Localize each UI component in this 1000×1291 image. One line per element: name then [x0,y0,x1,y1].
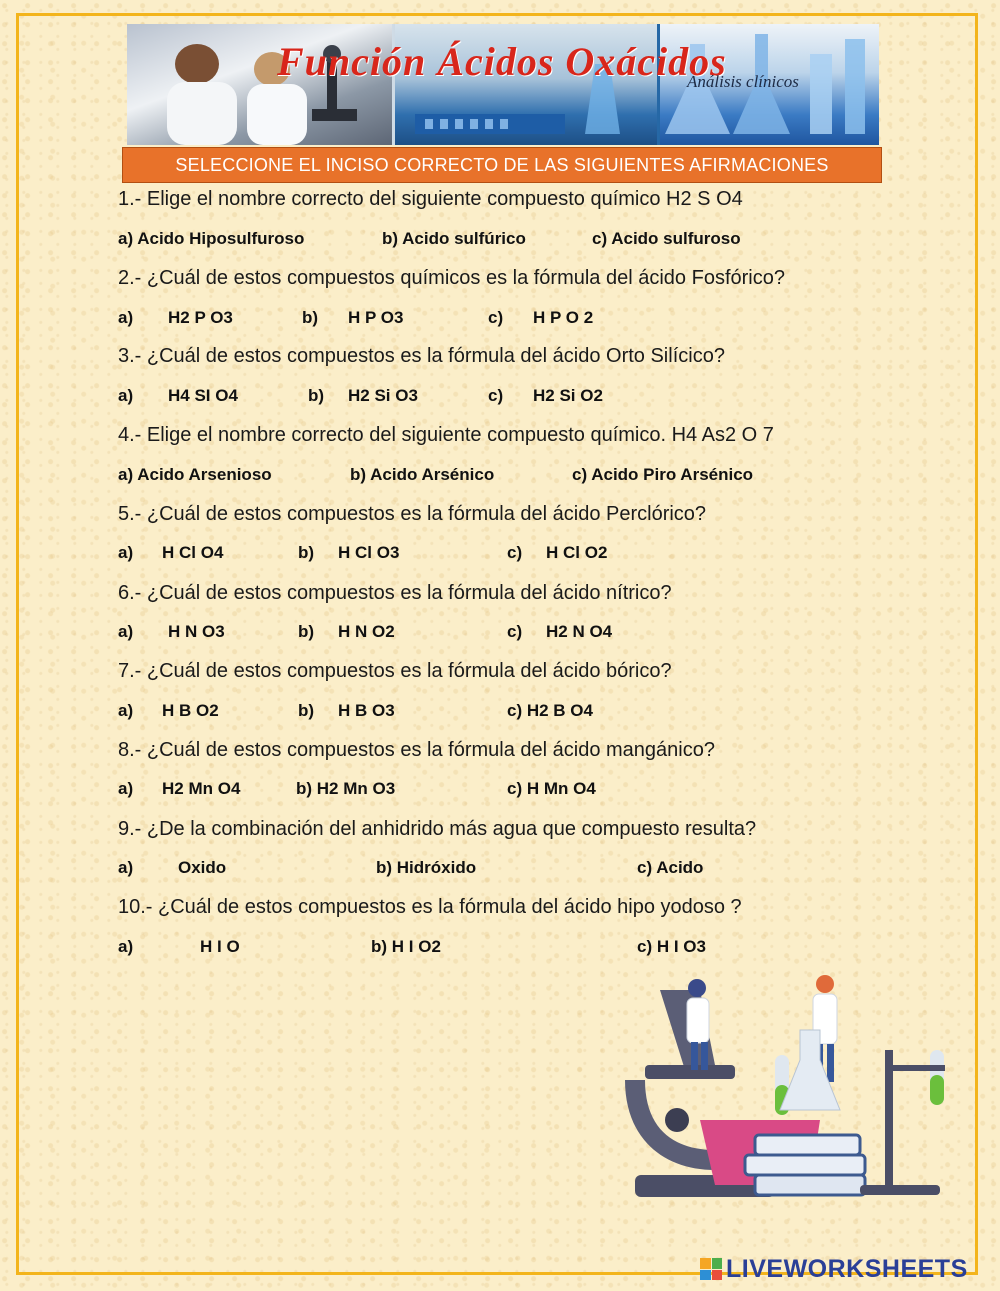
q3-option-c[interactable]: H2 Si O2 [533,386,603,405]
q9-label-a: a) [118,858,134,877]
q6-option-b[interactable]: H N O2 [338,622,395,641]
q2-label-a: a) [118,308,134,327]
q8-option-c[interactable]: c) H Mn O4 [507,779,596,798]
q2-option-c[interactable]: H P O 2 [533,308,594,327]
question-10: 10.- ¿Cuál de estos compuestos es la fórmula del ácido hipo yodoso ? [118,896,742,918]
q7-option-c[interactable]: c) H2 B O4 [507,701,593,720]
question-8: 8.- ¿Cuál de estos compuestos es la fórmula del ácido mangánico? [118,739,715,761]
q5-option-a[interactable]: H Cl O4 [162,543,224,562]
question-4: 4.- Elige el nombre correcto del siguiente compuesto químico. H4 As2 O 7 [118,424,774,446]
question-5: 5.- ¿Cuál de estos compuestos es la fórmula del ácido Perclórico? [118,503,707,525]
q3-label-b: b) [308,386,325,405]
q9-option-c[interactable]: c) Acido [637,858,704,877]
q10-option-a[interactable]: H I O [200,937,240,956]
question-3: 3.- ¿Cuál de estos compuestos es la fórmula del ácido Orto Silícico? [118,345,725,367]
q3-label-a: a) [118,386,134,405]
question-9: 9.- ¿De la combinación del anhidrido más agua que compuesto resulta? [118,818,757,840]
q5-option-c[interactable]: H Cl O2 [546,543,608,562]
q9-option-b[interactable]: b) Hidróxido [376,858,477,877]
q10-option-c[interactable]: c) H I O3 [637,937,706,956]
q4-option-a[interactable]: a) Acido Arsenioso [118,465,272,484]
header-banner [127,24,879,145]
q2-option-a[interactable]: H2 P O3 [168,308,233,327]
q10-label-a: a) [118,937,134,956]
banner-title: Función Ácidos Oxácidos [277,39,727,84]
q4-option-b[interactable]: b) Acido Arsénico [350,465,495,484]
q5-label-a: a) [118,543,134,562]
q6-label-c: c) [507,622,523,641]
q3-label-c: c) [488,386,504,405]
q1-option-a[interactable]: a) Acido Hiposulfuroso [118,229,305,248]
question-1: 1.- Elige el nombre correcto del siguiente compuesto químico H2 S O4 [118,188,743,210]
q2-label-c: c) [488,308,504,327]
q9-option-a[interactable]: Oxido [178,858,227,877]
banner-subtitle: Análisis clínicos [687,72,799,91]
q8-option-b[interactable]: b) H2 Mn O3 [296,779,396,798]
q1-option-c[interactable]: c) Acido sulfuroso [592,229,741,248]
q7-option-b[interactable]: H B O3 [338,701,395,720]
q1-option-b[interactable]: b) Acido sulfúrico [382,229,526,248]
q10-option-b[interactable]: b) H I O2 [371,937,441,956]
q7-label-a: a) [118,701,134,720]
q6-label-b: b) [298,622,315,641]
liveworksheets-logo [700,1254,968,1284]
q6-option-c[interactable]: H2 N O4 [546,622,613,641]
q3-option-a[interactable]: H4 SI O4 [168,386,238,405]
q5-label-b: b) [298,543,315,562]
q8-label-a: a) [118,779,134,798]
question-2: 2.- ¿Cuál de estos compuestos químicos es la fórmula del ácido Fosfórico? [118,267,785,289]
q2-label-b: b) [302,308,319,327]
q8-option-a[interactable]: H2 Mn O4 [162,779,241,798]
q2-option-b[interactable]: H P O3 [348,308,404,327]
question-6: 6.- ¿Cuál de estos compuestos es la fórmula del ácido nítrico? [118,582,672,604]
question-7: 7.- ¿Cuál de estos compuestos es la fórmula del ácido bórico? [118,660,672,682]
logo-text: LIVEWORKSHEETS [726,1254,968,1283]
instruction-bar: SELECCIONE EL INCISO CORRECTO DE LAS SIGUIENTES AFIRMACIONES [122,147,882,183]
q3-option-b[interactable]: H2 Si O3 [348,386,418,405]
q7-label-b: b) [298,701,315,720]
q5-label-c: c) [507,543,523,562]
q6-option-a[interactable]: H N O3 [168,622,225,641]
q5-option-b[interactable]: H Cl O3 [338,543,400,562]
q4-option-c[interactable]: c) Acido Piro Arsénico [572,465,754,484]
q6-label-a: a) [118,622,134,641]
liveworksheets-logo-icon [700,1258,722,1280]
q7-option-a[interactable]: H B O2 [162,701,219,720]
lab-illustration [605,970,970,1215]
